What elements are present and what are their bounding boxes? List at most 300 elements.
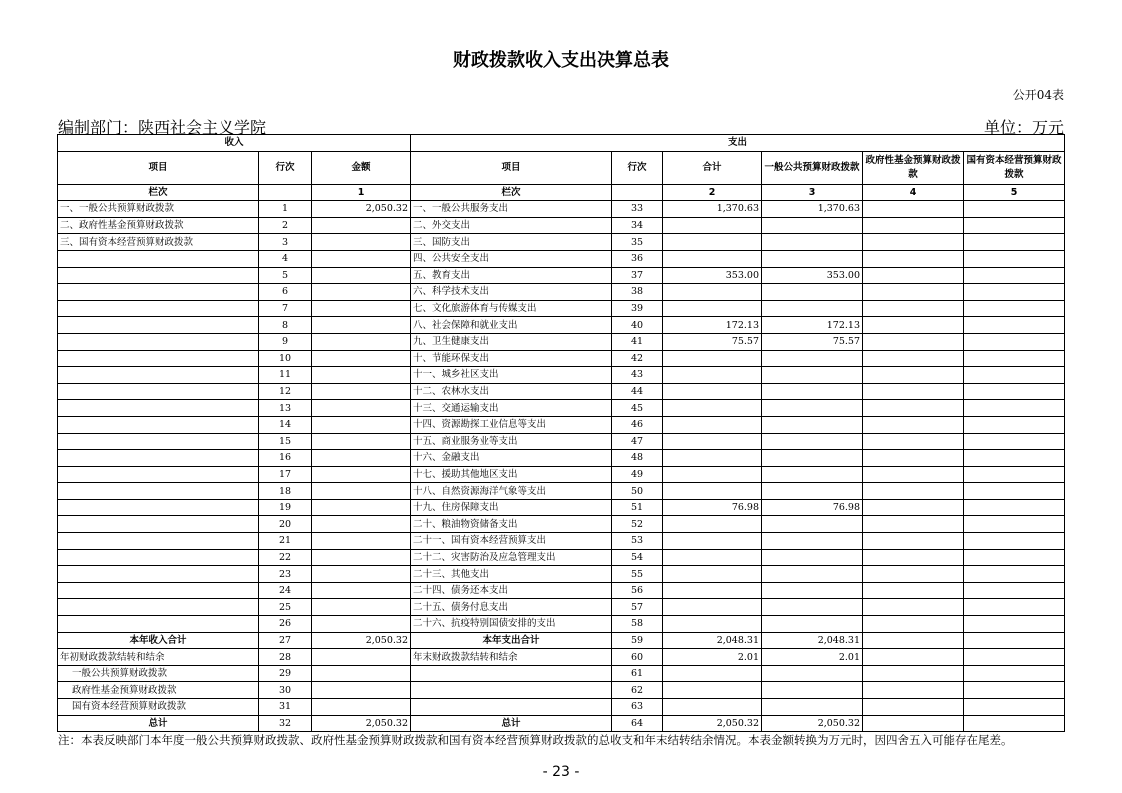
expense-total — [663, 250, 762, 267]
income-amount: 2,050.32 — [312, 632, 411, 649]
fund-budget-amount — [863, 350, 964, 367]
state-capital-amount — [964, 433, 1065, 450]
expense-total — [663, 533, 762, 550]
income-amount — [312, 516, 411, 533]
expense-total: 1,370.63 — [663, 201, 762, 218]
fund-budget-amount — [863, 433, 964, 450]
fund-budget-amount — [863, 234, 964, 251]
income-row-no: 8 — [259, 317, 312, 334]
fund-budget-amount — [863, 367, 964, 384]
income-amount — [312, 400, 411, 417]
general-budget-amount — [762, 433, 863, 450]
table-row — [58, 383, 1065, 400]
income-item: 一般公共预算财政拨款 — [58, 665, 259, 682]
income-amount — [312, 350, 411, 367]
page-number: - 23 - — [542, 764, 580, 780]
expense-item: 总计 — [411, 715, 612, 732]
expense-total: 76.98 — [663, 499, 762, 516]
fund-budget-amount — [863, 333, 964, 350]
income-row-no: 10 — [259, 350, 312, 367]
column-index-row — [58, 184, 1065, 201]
state-capital-amount — [964, 499, 1065, 516]
expense-row-no-header: 行次 — [612, 151, 663, 184]
expense-total — [663, 516, 762, 533]
fund-budget-amount — [863, 649, 964, 666]
general-budget-amount — [762, 416, 863, 433]
expense-item: 十六、金融支出 — [411, 450, 612, 467]
income-amount — [312, 317, 411, 334]
expense-row-no: 43 — [612, 367, 663, 384]
income-row-no: 28 — [259, 649, 312, 666]
expense-total — [663, 582, 762, 599]
expense-total — [663, 682, 762, 699]
income-row-no: 30 — [259, 682, 312, 699]
footnote: 注：本表反映部门本年度一般公共预算财政拨款、政府性基金预算财政拨款和国有资本经营预算财政拨款的总收支和年末结转结余情况。本表金额转换为万元时，因四舍五入可能存在尾差。 — [58, 733, 1013, 747]
expense-item: 十九、住房保障支出 — [411, 499, 612, 516]
expense-total: 172.13 — [663, 317, 762, 334]
expense-total — [663, 284, 762, 301]
table-row — [58, 217, 1065, 234]
general-budget-amount — [762, 516, 863, 533]
income-amount — [312, 699, 411, 716]
income-row-no-header: 行次 — [259, 151, 312, 184]
income-row-no: 2 — [259, 217, 312, 234]
income-amount — [312, 267, 411, 284]
general-budget-amount — [762, 300, 863, 317]
expense-total — [663, 234, 762, 251]
expense-row-no: 59 — [612, 632, 663, 649]
income-row-no: 22 — [259, 549, 312, 566]
general-budget-amount — [762, 566, 863, 583]
expense-total — [663, 616, 762, 633]
expense-row-no: 51 — [612, 499, 663, 516]
table-row — [58, 499, 1065, 516]
expense-row-no: 53 — [612, 533, 663, 550]
income-header: 收入 — [58, 135, 411, 152]
fund-budget-amount — [863, 699, 964, 716]
income-row-no: 14 — [259, 416, 312, 433]
expense-item: 四、公共安全支出 — [411, 250, 612, 267]
income-amount — [312, 682, 411, 699]
income-item — [58, 400, 259, 417]
table-row — [58, 632, 1065, 649]
income-row-no: 23 — [259, 566, 312, 583]
income-amount — [312, 466, 411, 483]
expense-row-no: 36 — [612, 250, 663, 267]
state-capital-amount — [964, 616, 1065, 633]
fund-budget-header: 政府性基金预算财政拨款 — [863, 151, 964, 184]
general-budget-amount — [762, 533, 863, 550]
expense-total — [663, 466, 762, 483]
expense-row-no: 54 — [612, 549, 663, 566]
state-capital-amount — [964, 450, 1065, 467]
general-budget-amount — [762, 450, 863, 467]
col-index-1: 1 — [312, 184, 411, 201]
income-item — [58, 599, 259, 616]
expense-row-no: 47 — [612, 433, 663, 450]
fund-budget-amount — [863, 533, 964, 550]
expense-item — [411, 682, 612, 699]
table-row — [58, 699, 1065, 716]
expense-row-no: 44 — [612, 383, 663, 400]
expense-item: 二十四、债务还本支出 — [411, 582, 612, 599]
fund-budget-amount — [863, 201, 964, 218]
income-item — [58, 483, 259, 500]
fund-budget-amount — [863, 317, 964, 334]
fund-budget-amount — [863, 715, 964, 732]
table-row — [58, 284, 1065, 301]
table-row — [58, 433, 1065, 450]
income-amount: 2,050.32 — [312, 201, 411, 218]
table-row — [58, 616, 1065, 633]
table-row — [58, 250, 1065, 267]
state-capital-amount — [964, 466, 1065, 483]
income-item — [58, 317, 259, 334]
expense-total — [663, 383, 762, 400]
expense-row-no: 33 — [612, 201, 663, 218]
income-row-no: 29 — [259, 665, 312, 682]
general-budget-amount — [762, 699, 863, 716]
expense-item — [411, 699, 612, 716]
state-capital-amount — [964, 217, 1065, 234]
total-header: 合计 — [663, 151, 762, 184]
expense-item: 十七、援助其他地区支出 — [411, 466, 612, 483]
state-capital-amount — [964, 566, 1065, 583]
income-item — [58, 250, 259, 267]
expense-total — [663, 217, 762, 234]
fund-budget-amount — [863, 284, 964, 301]
table-row — [58, 300, 1065, 317]
table-row — [58, 333, 1065, 350]
expense-row-no: 49 — [612, 466, 663, 483]
general-budget-amount — [762, 350, 863, 367]
table-row — [58, 350, 1065, 367]
table-row — [58, 516, 1065, 533]
income-row-no: 15 — [259, 433, 312, 450]
expense-row-no: 48 — [612, 450, 663, 467]
expense-total — [663, 483, 762, 500]
income-amount — [312, 433, 411, 450]
state-capital-amount — [964, 300, 1065, 317]
expense-total: 2,050.32 — [663, 715, 762, 732]
general-budget-amount — [762, 665, 863, 682]
income-item — [58, 267, 259, 284]
income-row-no: 5 — [259, 267, 312, 284]
table-row — [58, 234, 1065, 251]
expense-item: 五、教育支出 — [411, 267, 612, 284]
general-budget-amount — [762, 217, 863, 234]
expense-row-no: 58 — [612, 616, 663, 633]
fund-budget-amount — [863, 400, 964, 417]
general-budget-amount: 76.98 — [762, 499, 863, 516]
general-budget-amount: 1,370.63 — [762, 201, 863, 218]
col-index-3: 3 — [762, 184, 863, 201]
expense-item: 二十二、灾害防治及应急管理支出 — [411, 549, 612, 566]
general-budget-amount — [762, 250, 863, 267]
income-row-no: 19 — [259, 499, 312, 516]
expense-row-no: 50 — [612, 483, 663, 500]
expense-total — [663, 549, 762, 566]
fund-budget-amount — [863, 267, 964, 284]
state-capital-amount — [964, 416, 1065, 433]
table-row — [58, 533, 1065, 550]
income-item — [58, 549, 259, 566]
general-budget-amount — [762, 400, 863, 417]
col-index-4: 4 — [863, 184, 964, 201]
expense-row-no: 45 — [612, 400, 663, 417]
state-capital-amount — [964, 367, 1065, 384]
expense-item: 八、社会保障和就业支出 — [411, 317, 612, 334]
table-row — [58, 715, 1065, 732]
state-capital-amount — [964, 582, 1065, 599]
table-row — [58, 665, 1065, 682]
fund-budget-amount — [863, 250, 964, 267]
income-amount — [312, 533, 411, 550]
state-capital-amount — [964, 234, 1065, 251]
expense-row-no: 63 — [612, 699, 663, 716]
income-item — [58, 566, 259, 583]
income-amount — [312, 549, 411, 566]
income-item: 年初财政拨款结转和结余 — [58, 649, 259, 666]
state-capital-amount — [964, 699, 1065, 716]
table-row — [58, 483, 1065, 500]
expense-row-no: 37 — [612, 267, 663, 284]
income-row-no: 17 — [259, 466, 312, 483]
expense-total — [663, 300, 762, 317]
fund-budget-amount — [863, 599, 964, 616]
income-row-no: 4 — [259, 250, 312, 267]
income-row-no: 20 — [259, 516, 312, 533]
expense-row-no: 64 — [612, 715, 663, 732]
state-capital-amount — [964, 665, 1065, 682]
expense-item: 十四、资源勘探工业信息等支出 — [411, 416, 612, 433]
expense-item-header: 项目 — [411, 151, 612, 184]
state-capital-amount — [964, 284, 1065, 301]
expense-row-no: 40 — [612, 317, 663, 334]
state-capital-amount — [964, 201, 1065, 218]
income-row-no: 11 — [259, 367, 312, 384]
expense-item: 十三、交通运输支出 — [411, 400, 612, 417]
income-amount — [312, 383, 411, 400]
income-item — [58, 383, 259, 400]
general-budget-amount — [762, 383, 863, 400]
income-item: 二、政府性基金预算财政拨款 — [58, 217, 259, 234]
expense-item: 七、文化旅游体育与传媒支出 — [411, 300, 612, 317]
income-item — [58, 367, 259, 384]
expense-row-no: 35 — [612, 234, 663, 251]
income-item: 三、国有资本经营预算财政拨款 — [58, 234, 259, 251]
expense-item: 二十一、国有资本经营预算支出 — [411, 533, 612, 550]
col-index-2: 2 — [663, 184, 762, 201]
state-capital-amount — [964, 383, 1065, 400]
expense-row-no: 41 — [612, 333, 663, 350]
income-amount — [312, 217, 411, 234]
expense-total — [663, 599, 762, 616]
expense-row-no: 57 — [612, 599, 663, 616]
general-budget-amount: 75.57 — [762, 333, 863, 350]
income-amount — [312, 300, 411, 317]
income-item — [58, 284, 259, 301]
expense-item: 十一、城乡社区支出 — [411, 367, 612, 384]
expense-item: 本年支出合计 — [411, 632, 612, 649]
income-row-no: 18 — [259, 483, 312, 500]
state-capital-amount — [964, 649, 1065, 666]
column-label: 栏次 — [58, 184, 259, 201]
table-row — [58, 416, 1065, 433]
income-row-no: 3 — [259, 234, 312, 251]
income-item — [58, 616, 259, 633]
state-capital-amount — [964, 682, 1065, 699]
income-item — [58, 466, 259, 483]
income-amount — [312, 499, 411, 516]
general-budget-amount: 2,050.32 — [762, 715, 863, 732]
table-row — [58, 566, 1065, 583]
income-amount — [312, 333, 411, 350]
table-row — [58, 582, 1065, 599]
fund-budget-amount — [863, 632, 964, 649]
state-capital-amount — [964, 599, 1065, 616]
state-capital-amount — [964, 400, 1065, 417]
income-item — [58, 516, 259, 533]
form-number: 公开04表 — [1012, 88, 1064, 102]
income-amount — [312, 416, 411, 433]
expense-total — [663, 699, 762, 716]
fund-budget-amount — [863, 416, 964, 433]
state-capital-amount — [964, 715, 1065, 732]
expense-total — [663, 350, 762, 367]
expense-row-no: 38 — [612, 284, 663, 301]
income-amount — [312, 367, 411, 384]
table-row — [58, 317, 1065, 334]
general-budget-amount: 2,048.31 — [762, 632, 863, 649]
general-budget-header: 一般公共预算财政拨款 — [762, 151, 863, 184]
income-item: 总计 — [58, 715, 259, 732]
expense-item: 二十、粮油物资储备支出 — [411, 516, 612, 533]
expense-row-no: 46 — [612, 416, 663, 433]
income-row-no: 31 — [259, 699, 312, 716]
fund-budget-amount — [863, 616, 964, 633]
fund-budget-amount — [863, 516, 964, 533]
table-row — [58, 682, 1065, 699]
general-budget-amount — [762, 549, 863, 566]
general-budget-amount — [762, 483, 863, 500]
income-row-no: 24 — [259, 582, 312, 599]
expense-item: 十八、自然资源海洋气象等支出 — [411, 483, 612, 500]
income-item — [58, 300, 259, 317]
income-row-no: 13 — [259, 400, 312, 417]
income-amount — [312, 616, 411, 633]
expense-header: 支出 — [411, 135, 1065, 152]
income-item — [58, 499, 259, 516]
fund-budget-amount — [863, 466, 964, 483]
table-row — [58, 267, 1065, 284]
income-amount — [312, 450, 411, 467]
income-item: 国有资本经营预算财政拨款 — [58, 699, 259, 716]
state-capital-amount — [964, 267, 1065, 284]
income-row-no: 1 — [259, 201, 312, 218]
income-amount — [312, 582, 411, 599]
income-amount — [312, 250, 411, 267]
header-row-group — [58, 135, 1065, 152]
income-item — [58, 533, 259, 550]
expense-item: 一、一般公共服务支出 — [411, 201, 612, 218]
expense-total: 75.57 — [663, 333, 762, 350]
fund-budget-amount — [863, 450, 964, 467]
income-amount — [312, 566, 411, 583]
table-row — [58, 649, 1065, 666]
state-capital-amount — [964, 632, 1065, 649]
income-row-no: 32 — [259, 715, 312, 732]
table-row — [58, 400, 1065, 417]
income-amount — [312, 483, 411, 500]
income-item — [58, 333, 259, 350]
expense-row-no: 60 — [612, 649, 663, 666]
income-row-no: 7 — [259, 300, 312, 317]
state-capital-amount — [964, 549, 1065, 566]
table-row — [58, 549, 1065, 566]
expense-row-no: 52 — [612, 516, 663, 533]
state-capital-amount — [964, 317, 1065, 334]
income-amount — [312, 665, 411, 682]
state-capital-header: 国有资本经营预算财政拨款 — [964, 151, 1065, 184]
expense-item: 九、卫生健康支出 — [411, 333, 612, 350]
general-budget-amount — [762, 367, 863, 384]
general-budget-amount — [762, 682, 863, 699]
expense-item: 二十五、债务付息支出 — [411, 599, 612, 616]
general-budget-amount: 172.13 — [762, 317, 863, 334]
expense-total — [663, 665, 762, 682]
income-amount — [312, 649, 411, 666]
expense-total — [663, 566, 762, 583]
income-row-no: 12 — [259, 383, 312, 400]
income-row-no: 6 — [259, 284, 312, 301]
expense-row-no: 34 — [612, 217, 663, 234]
expense-total — [663, 400, 762, 417]
expense-item — [411, 665, 612, 682]
expense-row-no: 61 — [612, 665, 663, 682]
unit-label: 单位：万元 — [983, 118, 1064, 137]
state-capital-amount — [964, 483, 1065, 500]
income-row-no: 9 — [259, 333, 312, 350]
expense-row-no: 62 — [612, 682, 663, 699]
expense-row-no: 55 — [612, 566, 663, 583]
fund-budget-amount — [863, 665, 964, 682]
income-item — [58, 433, 259, 450]
fund-budget-amount — [863, 383, 964, 400]
col-index-5: 5 — [964, 184, 1065, 201]
income-amount — [312, 599, 411, 616]
income-row-no: 26 — [259, 616, 312, 633]
general-budget-amount — [762, 234, 863, 251]
state-capital-amount — [964, 516, 1065, 533]
expense-total — [663, 416, 762, 433]
expense-row-no: 39 — [612, 300, 663, 317]
expense-item: 十五、商业服务业等支出 — [411, 433, 612, 450]
state-capital-amount — [964, 250, 1065, 267]
state-capital-amount — [964, 333, 1065, 350]
expense-total — [663, 433, 762, 450]
income-row-no: 16 — [259, 450, 312, 467]
expense-item: 二、外交支出 — [411, 217, 612, 234]
fund-budget-amount — [863, 217, 964, 234]
expense-row-no: 42 — [612, 350, 663, 367]
income-item-header: 项目 — [58, 151, 259, 184]
expense-total — [663, 367, 762, 384]
income-item: 本年收入合计 — [58, 632, 259, 649]
fund-budget-amount — [863, 549, 964, 566]
expense-total: 353.00 — [663, 267, 762, 284]
income-item — [58, 416, 259, 433]
